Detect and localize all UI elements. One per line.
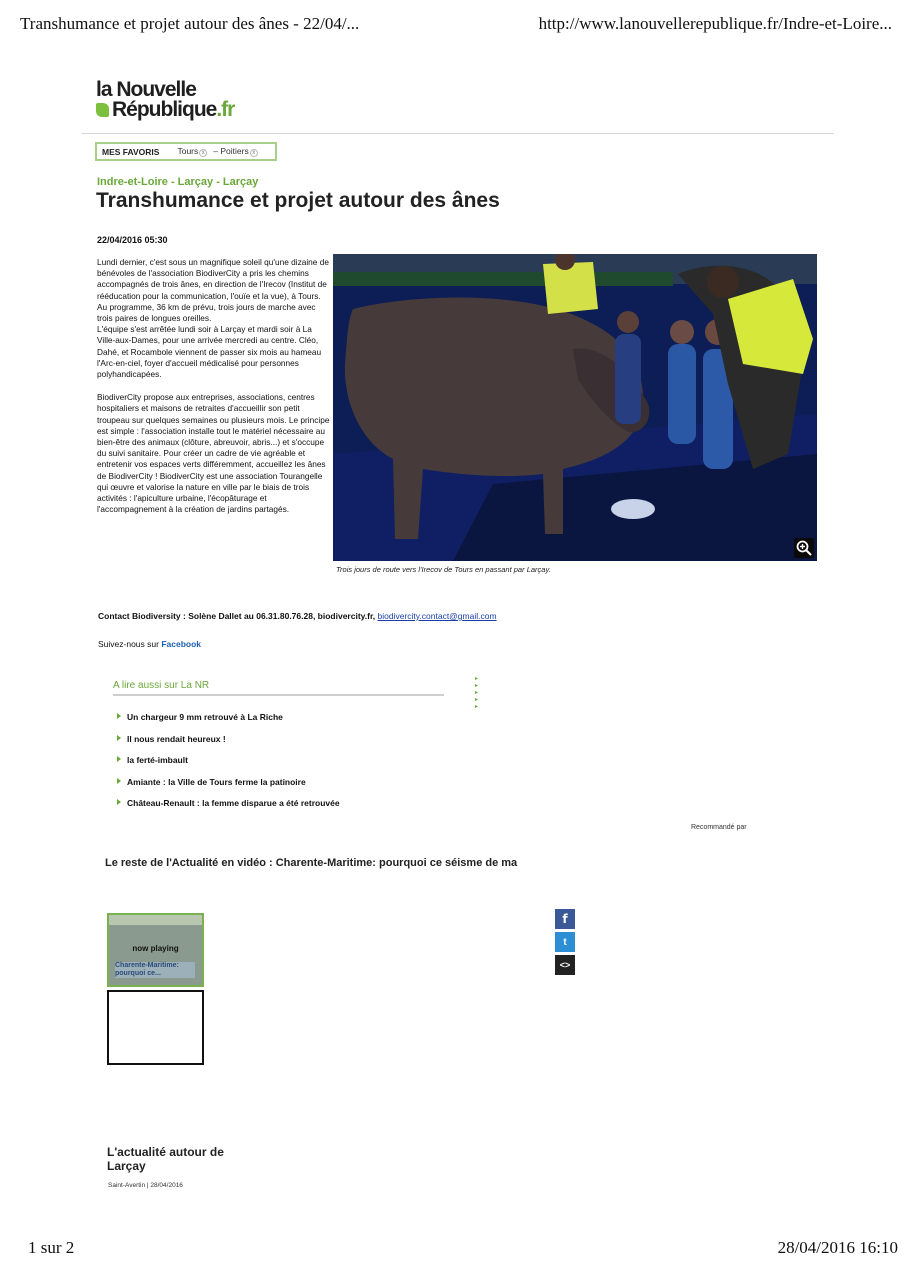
around-meta: Saint-Avertin | 28/04/2016 [108, 1182, 183, 1189]
triangle-bullet-icon [117, 756, 121, 762]
also-read-list [117, 712, 340, 820]
favorite-item-poitiers[interactable] [213, 146, 257, 157]
favorite-item-label: Tours [177, 146, 199, 156]
remove-favorite-icon[interactable]: x [199, 149, 207, 157]
logo-suffix: .fr [216, 98, 235, 121]
article-paragraph: L'équipe s'est arrêtée lundi soir à Larçay et mardi soir à La Ville-aux-Dames, pour une arrivée mercredi au centre. Cléo, Dahé, et Rocambole viennent de passer six mois au hameau l'Arc-en-ciel, foyer d'accueil médicalisé pour personnes polyhandicapées. [97, 324, 322, 380]
leaf-icon [96, 103, 109, 117]
site-logo[interactable] [96, 80, 234, 120]
favorite-item-tours[interactable] [177, 146, 207, 157]
article-title: Transhumance et projet autour des ânes [96, 189, 500, 212]
recommended-by[interactable]: Recommandé par [691, 824, 747, 831]
favorite-item-label: – Poitiers [213, 146, 249, 156]
favorites-bar [95, 142, 277, 161]
also-read-item[interactable] [117, 777, 340, 799]
article-paragraph: BiodiverCity propose aux entreprises, associations, centres hospitaliers et maisons de retraites d'accueillir son petit troupeau sur quelques semaines ou plusieurs mois. Le principe est simple : l'association installe tout le matériel nécessaire au bien-être des animaux (clôture, abreuvoir, abris...) et s'occupe du suivi sanitaire. Pour créer un cadre de vie agréable et entretenir vos espaces verts différemment, accueillez les ânes de BiodiverCity ! BiodiverCity est une association Tourangelle qui œuvre et valorise la nature en ville par le biais de trois activités : l'apiculture urbaine, l'écopâturage et l'accompagnement à la création de jardins partagés. [97, 392, 330, 515]
zoom-icon[interactable] [794, 538, 814, 558]
triangle-bullet-icon [117, 735, 121, 741]
facebook-share-icon[interactable]: f [555, 909, 575, 929]
also-read-link[interactable]: la ferté-imbault [127, 755, 188, 765]
twitter-share-icon[interactable]: t [555, 932, 575, 952]
article-body [97, 257, 330, 515]
photo-caption: Trois jours de route vers l'Irecov de Tours en passant par Larçay. [336, 565, 551, 574]
video-thumbnail-now-playing[interactable] [107, 913, 204, 987]
also-read-item[interactable] [117, 798, 340, 820]
print-header-title: Transhumance et projet autour des ânes - 22/04/... [20, 14, 360, 33]
print-footer-page: 1 sur 2 [28, 1238, 75, 1257]
logo-line-2: République [112, 98, 217, 121]
remove-favorite-icon[interactable]: x [250, 149, 258, 157]
header-divider [82, 133, 834, 134]
video-thumbnail-empty[interactable] [107, 990, 204, 1065]
video-thumbnail-caption: Charente-Maritime: pourquoi ce... [115, 962, 195, 978]
donkey-photo-illustration [333, 254, 817, 561]
video-section-heading: Le reste de l'Actualité en vidéo : Charente-Maritime: pourquoi ce séisme de ma [105, 857, 518, 869]
also-read-link[interactable]: Il nous rendait heureux ! [127, 733, 226, 744]
thumbnail-top-band [109, 915, 202, 925]
also-read-divider [113, 694, 444, 696]
triangle-bullet-icon [117, 778, 121, 784]
now-playing-label: now playing [132, 944, 179, 953]
contact-label: Contact Biodiversity : Solène Dallet au 06.31.80.76.28, biodivercity.fr, [98, 611, 376, 621]
print-header-url: http://www.lanouvellerepublique.fr/Indre-et-Loire... [538, 14, 892, 33]
follow-line [98, 639, 201, 649]
triangle-bullet-icon [117, 799, 121, 805]
also-read-item[interactable] [117, 755, 340, 777]
arrow-column-icon: ▸ ▸ ▸ ▸ ▸ [475, 676, 479, 710]
also-read-link[interactable]: Château-Renault : la femme disparue a été retrouvée [127, 798, 340, 808]
print-footer-timestamp: 28/04/2016 16:10 [777, 1238, 898, 1257]
around-section-title: L'actualité autour de Larçay [107, 1145, 224, 1173]
also-read-title: A lire aussi sur La NR [113, 680, 210, 691]
also-read-item[interactable] [117, 712, 340, 734]
contact-line [98, 611, 497, 621]
favorites-title: MES FAVORIS [102, 146, 160, 157]
also-read-link[interactable]: Amiante : la Ville de Tours ferme la patinoire [127, 776, 306, 787]
also-read-link[interactable]: Un chargeur 9 mm retrouvé à La Riche [127, 712, 283, 722]
article-photo[interactable] [333, 254, 817, 561]
article-date: 22/04/2016 05:30 [97, 235, 168, 245]
follow-label: Suivez-nous sur [98, 639, 159, 649]
embed-code-icon[interactable]: <> [555, 955, 575, 975]
triangle-bullet-icon [117, 713, 121, 719]
article-paragraph: Lundi dernier, c'est sous un magnifique soleil qu'une dizaine de bénévoles de l'association BiodiverCity a pris les chemins accompagnés de trois ânes, en direction de l'Irecov (Institut de rééducation pour la communication, l'ouïe et la vue), à Tours. Au programme, 36 km de prévu, trois jours de marche avec trois paires de longues oreilles. [97, 257, 329, 324]
logo-line-1: la Nouvelle [96, 78, 196, 101]
also-read-item[interactable] [117, 734, 340, 756]
facebook-link[interactable]: Facebook [161, 639, 202, 649]
contact-email-link[interactable]: biodivercity.contact@gmail.com [377, 611, 497, 621]
breadcrumb[interactable]: Indre-et-Loire - Larçay - Larçay [97, 176, 259, 188]
